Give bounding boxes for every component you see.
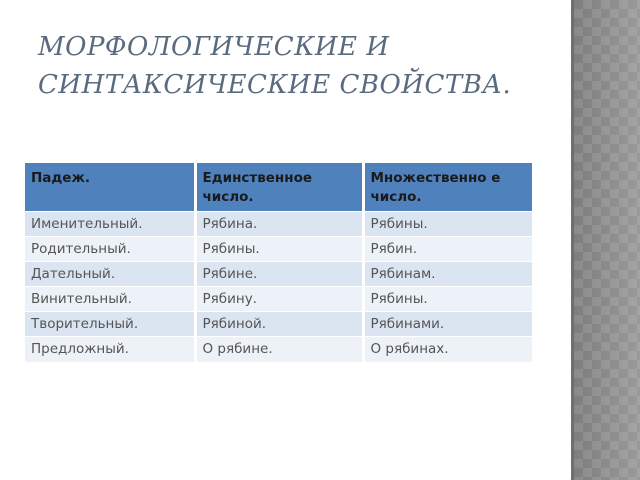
case-name: Родительный.: [25, 237, 195, 262]
table-row: [25, 262, 532, 287]
slide-title-line-2: СИНТАКСИЧЕСКИЕ СВОЙСТВА.: [38, 70, 512, 100]
case-name: Творительный.: [25, 312, 195, 337]
plural-form: Рябины.: [363, 287, 532, 312]
case-name: Именительный.: [25, 212, 195, 237]
table-row: [25, 212, 532, 237]
plural-form: Рябинам.: [363, 262, 532, 287]
header-singular: Единственное число.: [195, 163, 363, 212]
table-row: [25, 237, 532, 262]
case-name: Предложный.: [25, 337, 195, 362]
declension-table: [25, 163, 532, 362]
table-row: [25, 287, 532, 312]
singular-form: О рябине.: [195, 337, 363, 362]
header-plural: Множественно е число.: [363, 163, 532, 212]
table-header-row: [25, 163, 532, 212]
slide-title-line-1: МОРФОЛОГИЧЕСКИЕ И: [38, 32, 390, 62]
decorative-side-strip: [571, 0, 640, 480]
table-row: [25, 312, 532, 337]
singular-form: Рябина.: [195, 212, 363, 237]
table-row: [25, 337, 532, 362]
singular-form: Рябиной.: [195, 312, 363, 337]
singular-form: Рябину.: [195, 287, 363, 312]
plural-form: Рябины.: [363, 212, 532, 237]
singular-form: Рябины.: [195, 237, 363, 262]
case-name: Винительный.: [25, 287, 195, 312]
header-case: Падеж.: [25, 163, 195, 212]
slide-title: [38, 28, 558, 104]
plural-form: О рябинах.: [363, 337, 532, 362]
plural-form: Рябинами.: [363, 312, 532, 337]
plural-form: Рябин.: [363, 237, 532, 262]
case-name: Дательный.: [25, 262, 195, 287]
singular-form: Рябине.: [195, 262, 363, 287]
